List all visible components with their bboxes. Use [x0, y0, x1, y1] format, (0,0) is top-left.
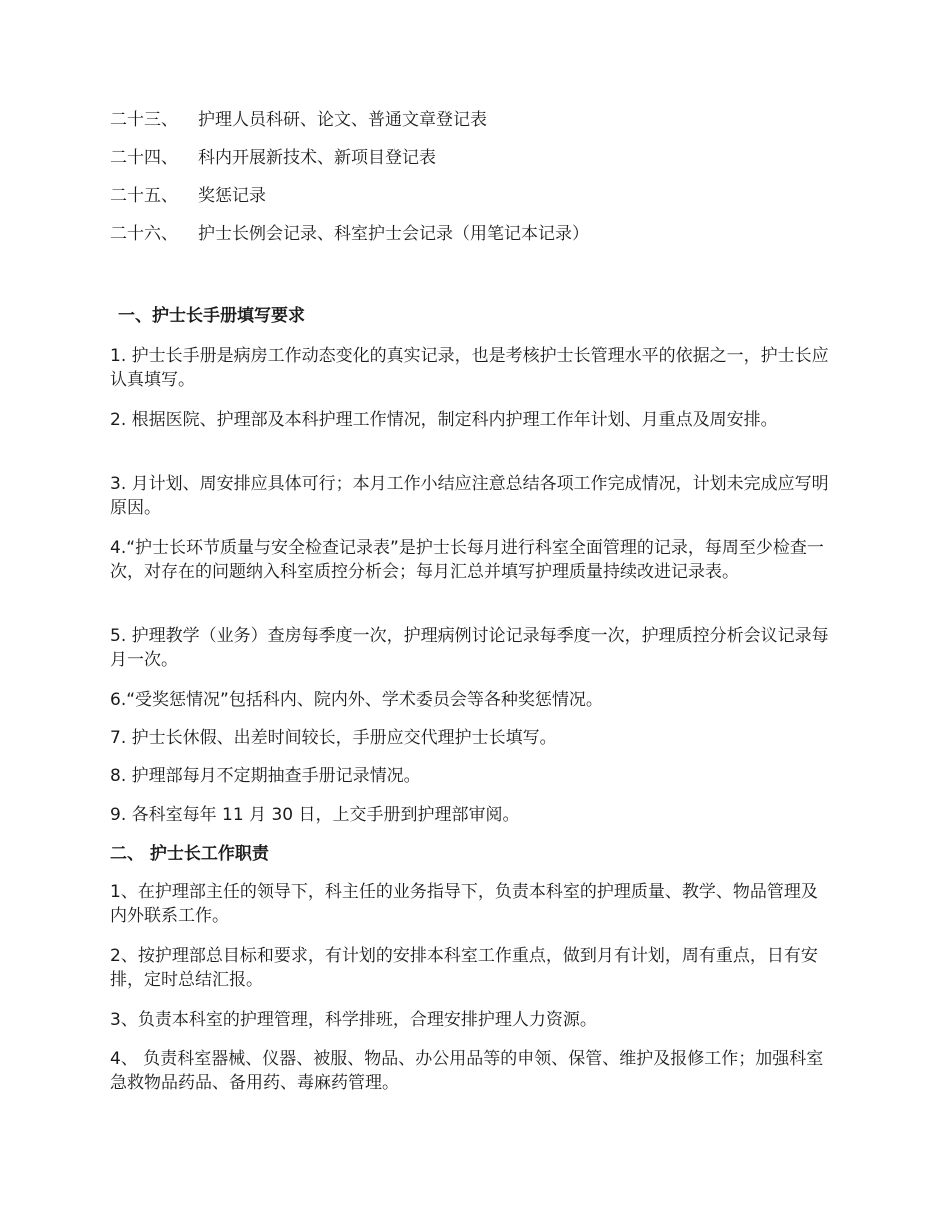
paragraph: 2. 根据医院、护理部及本科护理工作情况，制定科内护理工作年计划、月重点及周安排。	[110, 410, 778, 430]
paragraph: 4、 负责科室器械、仪器、被服、物品、办公用品等的申领、保管、维护及报修工作；加强科室急救物品药品、备用药、毒麻药管理。	[110, 1049, 824, 1093]
toc-item-number: 二十四、	[110, 148, 178, 168]
paragraph: 7. 护士长休假、出差时间较长，手册应交代理护士长填写。	[110, 728, 557, 748]
paragraph: 1. 护士长手册是病房工作动态变化的真实记录，也是考核护士长管理水平的依据之一，护士长应认真填写。	[110, 346, 829, 390]
toc-item-title: 科内开展新技术、新项目登记表	[198, 148, 436, 168]
paragraph: 2、按护理部总目标和要求，有计划的安排本科室工作重点，做到月有计划，周有重点，日有安排，定时总结汇报。	[110, 946, 818, 990]
toc-item	[110, 146, 830, 170]
paragraph: 4.“护士长环节质量与安全检查记录表”是护士长每月进行科室全面管理的记录，每周至少检查一次，对存在的问题纳入科室质控分析会；每月汇总并填写护理质量持续改进记录表。	[110, 538, 824, 582]
toc-item-title: 护士长例会记录、科室护士会记录（用笔记本记录）	[198, 224, 589, 244]
toc-item-number: 二十六、	[110, 224, 178, 244]
toc-item-number: 二十五、	[110, 186, 178, 206]
toc-item	[110, 184, 830, 208]
paragraph: 5. 护理教学（业务）查房每季度一次，护理病例讨论记录每季度一次，护理质控分析会议记录每月一次。	[110, 626, 829, 670]
document-page	[110, 108, 830, 1093]
toc-list	[110, 108, 830, 246]
toc-item-title: 奖惩记录	[198, 186, 266, 206]
paragraph: 9. 各科室每年 11 月 30 日，上交手册到护理部审阅。	[110, 805, 520, 825]
toc-item	[110, 222, 830, 246]
paragraph: 1、在护理部主任的领导下，科主任的业务指导下，负责本科室的护理质量、教学、物品管理及内外联系工作。	[110, 882, 818, 926]
paragraph: 6.“受奖惩情况”包括科内、院内外、学术委员会等各种奖惩情况。	[110, 690, 603, 710]
paragraph: 8. 护理部每月不定期抽查手册记录情况。	[110, 766, 421, 786]
section-heading-filling-requirements: 一、护士长手册填写要求	[118, 306, 305, 326]
toc-item-title: 护理人员科研、论文、普通文章登记表	[198, 110, 487, 130]
toc-item	[110, 108, 830, 132]
paragraph: 3. 月计划、周安排应具体可行；本月工作小结应注意总结各项工作完成情况，计划未完成应写明原因。	[110, 474, 829, 518]
paragraph: 3、负责本科室的护理管理，科学排班，合理安排护理人力资源。	[110, 1010, 597, 1030]
section-heading-head-nurse-duties: 二、 护士长工作职责	[110, 844, 269, 864]
toc-item-number: 二十三、	[110, 110, 178, 130]
